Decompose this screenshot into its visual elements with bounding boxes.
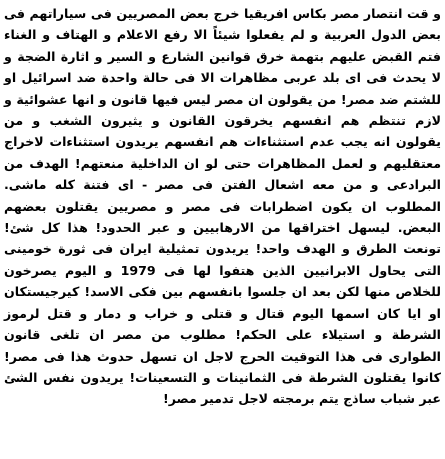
- article-body-text: و قت انتصار مصر بكاس افريقيا خرج بعض المصريين فى سياراتهم فى بعض الدول العربية و لم يفعلوا شيئاً الا رفع الاعلام و الهتاف و الغناء فتم القبض عليهم بتهمة خرق قوانين الشارع و السير و اثارة الضجة و لا يحدث فى اى بلد عربى مظاهرات الا فى حالة واحدة ضد اسرائيل او للشتم ضد مصر! من يقولون ان مصر ليس فيها قانون و انها عشوائية و لازم تنتظم هم انفسهم يخرقون القانون و يثيرون الشغب و من يقولون انه يجب عدم استثناءات هم انفسهم يريدون استثناءات لاخراج معتقليهم و لعمل المظاهرات حتى لو ان الداخلية منعتهم! الهدف من البرادعى و من معه اشعال الفتن فى مصر - اى فتنة كله ماشى. المطلوب ان يكون اضطرابات فى مصر و مصريين يقتلون بعضهم البعض. ليسهل اختراقها من الارهابيين و عبر الحدود! هذا كل شئ! تونعت الطرق و الهدف واحد! يريدون تمثيلية ايران فى ثورة خومينى التى يحاول الابرانيين الذين هتفوا لها فى 1979 و اليوم يصرخون للخلاص منها لكن بعد ان جلسوا بانفسهم بين فكى الاسد! كيرجيستكان او ايا كان اسمها اليوم قتال و قتلى و خراب و دمار و قتل لرموز الشرطة و استيلاء على الحكم! مطلوب من مصر ان تلغى قانون الطوارى فى هذا التوقيت الحرج لاجل ان تسهل حدوث هذا فى مصر! كانوا يقتلون الشرطة فى الثمانينات و التسعينات! يريدون نفس الشئ عبر شباب ساذج يتم برمجته لاجل تدمير مصر!: [4, 6, 441, 407]
